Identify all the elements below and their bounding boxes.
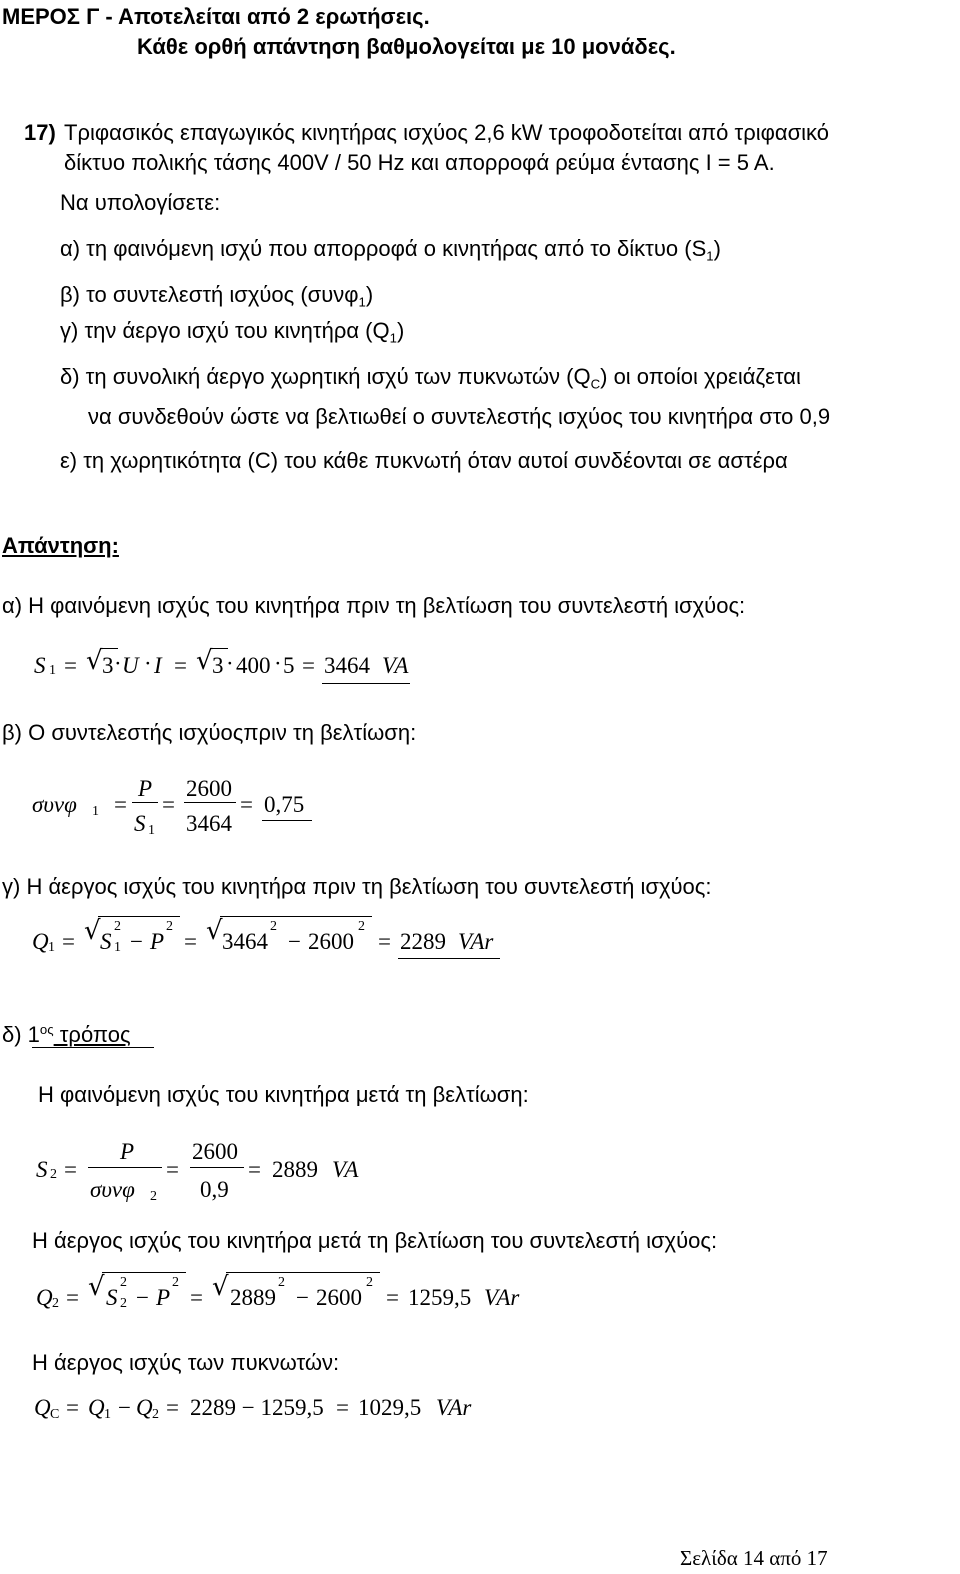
answer-d-method: δ) $1^{o\varsigma}$ τρόπος bbox=[2, 1022, 131, 1047]
method-underline bbox=[32, 1047, 154, 1048]
question-item-b: β) το συντελεστή ισχύος (συνφ$_1$) bbox=[60, 282, 374, 310]
answer-c-text: γ) Η άεργος ισχύς του κινητήρα πριν τη βελτίωση του συντελεστή ισχύος: bbox=[2, 874, 712, 899]
answer-a-text: α) Η φαινόμενη ισχύς του κινητήρα πριν τη βελτίωση του συντελεστή ισχύος: bbox=[2, 593, 746, 618]
question-item-a: α) τη φαινόμενη ισχύ που απορροφά ο κινητήρας από το δίκτυο $(S_1)$ bbox=[60, 236, 721, 264]
question-item-d: δ) τη συνολική άεργο χωρητική ισχύ των πυκνωτών $(Q_C)$ οι οποίοι χρειάζεται bbox=[60, 364, 801, 392]
question-number: 17) bbox=[24, 120, 56, 145]
question-item-e: ε) τη χωρητικότητα (C) του κάθε πυκνωτή όταν αυτοί συνδέονται σε αστέρα bbox=[60, 448, 788, 473]
part-subtitle: Κάθε ορθή απάντηση βαθμολογείται με 10 μονάδες. bbox=[137, 34, 676, 59]
question-intro: Να υπολογίσετε: bbox=[60, 190, 221, 215]
question-item-c: γ) την άεργο ισχύ του κινητήρα $(Q_1)$ bbox=[60, 318, 405, 346]
question-line1: Τριφασικός επαγωγικός κινητήρας ισχύος 2,6 kW τροφοδοτείται από τριφασικό bbox=[64, 120, 830, 145]
question-item-d-continued: να συνδεθούν ώστε να βελτιωθεί ο συντελεστής ισχύος του κινητήρα στο 0,9 bbox=[88, 404, 831, 429]
page-number: Σελίδα 14 από 17 bbox=[680, 1546, 828, 1570]
answer-d1-text: Η φαινόμενη ισχύς του κινητήρα μετά τη βελτίωση: bbox=[38, 1082, 529, 1107]
answer-d3-text: Η άεργος ισχύς των πυκνωτών: bbox=[32, 1350, 340, 1375]
part-title: ΜΕΡΟΣ Γ - Αποτελείται από 2 ερωτήσεις. bbox=[2, 4, 430, 29]
answer-heading: Απάντηση: bbox=[2, 533, 119, 558]
answer-d2-text: Η άεργος ισχύς του κινητήρα μετά τη βελτίωση του συντελεστή ισχύος: bbox=[32, 1228, 718, 1253]
question-line2: δίκτυο πολικής τάσης 400V / 50 Hz και απορροφά ρεύμα έντασης Ι = 5 Α. bbox=[64, 150, 775, 175]
answer-b-text: β) Ο συντελεστής ισχύοςπριν τη βελτίωση: bbox=[2, 720, 417, 745]
